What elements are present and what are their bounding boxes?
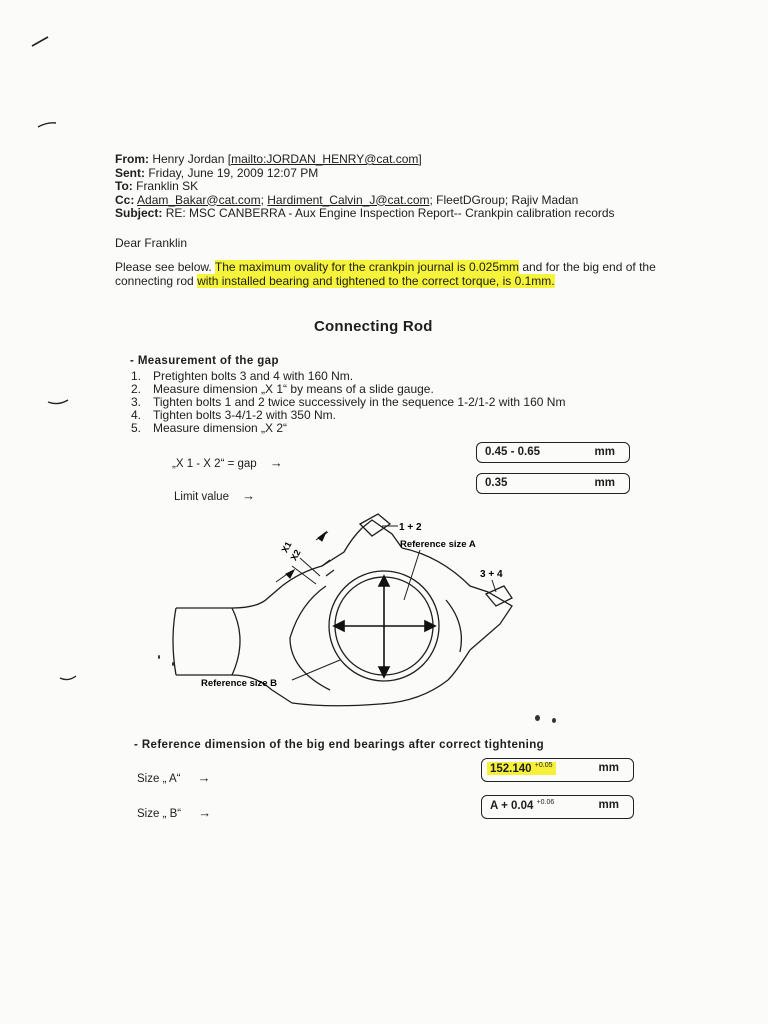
diagram-label-3-4: 3 + 4 xyxy=(480,569,503,580)
scan-dot xyxy=(158,655,160,659)
message-paragraph: Please see below. The maximum ovality for the crankpin journal is 0.025mm and for the big end of the connecting rod with installed bearing and tightened to the correct torque, is 0.1mm. xyxy=(115,260,656,288)
arrow-right-icon: → xyxy=(198,805,212,820)
limit-label: Limit value → xyxy=(174,488,256,503)
page-title: Connecting Rod xyxy=(314,318,433,335)
arrow-right-icon: → xyxy=(197,770,211,785)
diagram-label-x2: X2 xyxy=(288,547,303,563)
diagram-label-reference-a: Reference size A xyxy=(400,539,476,550)
diagram-label-x1: X1 xyxy=(279,539,294,555)
size-a-label: Size „ A“ → xyxy=(137,770,211,785)
arrow-right-icon: → xyxy=(242,488,256,503)
gap-value-box: 0.45 - 0.65 mm xyxy=(476,442,630,463)
cc-link-hardiment[interactable]: Hardiment_Calvin_J@cat.com xyxy=(267,192,430,207)
limit-value-box: 0.35 mm xyxy=(476,473,630,494)
list-item: 2. Measure dimension „X 1“ by means of a slide gauge. xyxy=(131,382,434,396)
subject-line: Subject: RE: MSC CANBERRA - Aux Engine Inspection Report-- Crankpin calibration records xyxy=(115,206,615,220)
size-a-value-box: 152.140 $^{+0.05}$ mm xyxy=(481,758,634,782)
from-mailto-link[interactable]: [mailto:JORDAN_HENRY@cat.com] xyxy=(227,152,422,166)
from-line: From: Henry Jordan [mailto:JORDAN_HENRY@cat.com] xyxy=(115,152,422,166)
section-measurement-gap: - Measurement of the gap xyxy=(130,355,279,367)
size-b-label: Size „ B“ → xyxy=(137,805,212,820)
gap-label: „X 1 - X 2“ = gap → xyxy=(172,455,283,470)
scan-dot xyxy=(552,718,556,723)
cc-line: Cc: Adam_Bakar@cat.com; Hardiment_Calvin_J@cat.com; FleetDGroup; Rajiv Madan xyxy=(115,192,579,207)
to-line: To: Franklin SK xyxy=(115,179,199,193)
list-item: 1. Pretighten bolts 3 and 4 with 160 Nm. xyxy=(131,369,354,383)
diagram-label-1-2: 1 + 2 xyxy=(399,522,422,533)
list-item: 4. Tighten bolts 3-4/1-2 with 350 Nm. xyxy=(131,408,336,422)
greeting: Dear Franklin xyxy=(115,236,188,250)
size-b-value-box: A + 0.04 $^{+0.06}$ mm xyxy=(481,795,634,819)
highlight-big-end: with installed bearing and tightened to the correct torque, is 0.1mm. xyxy=(197,274,555,288)
section-reference-dimension: - Reference dimension of the big end bearings after correct tightening xyxy=(134,739,545,751)
highlight-ovality: The maximum ovality for the crankpin journal is 0.025mm xyxy=(214,260,519,274)
diagram-label-reference-b: Reference size B xyxy=(201,678,278,689)
cc-link-adam[interactable]: Adam_Bakar@cat.com xyxy=(137,192,261,207)
list-item: 3. Tighten bolts 1 and 2 twice successively in the sequence 1-2/1-2 with 160 Nm xyxy=(131,395,566,409)
scan-dot xyxy=(535,715,540,721)
scan-dot xyxy=(172,662,174,666)
sent-line: Sent: Friday, June 19, 2009 12:07 PM xyxy=(115,165,319,180)
arrow-right-icon: → xyxy=(269,455,283,470)
list-item: 5. Measure dimension „X 2“ xyxy=(131,421,288,435)
